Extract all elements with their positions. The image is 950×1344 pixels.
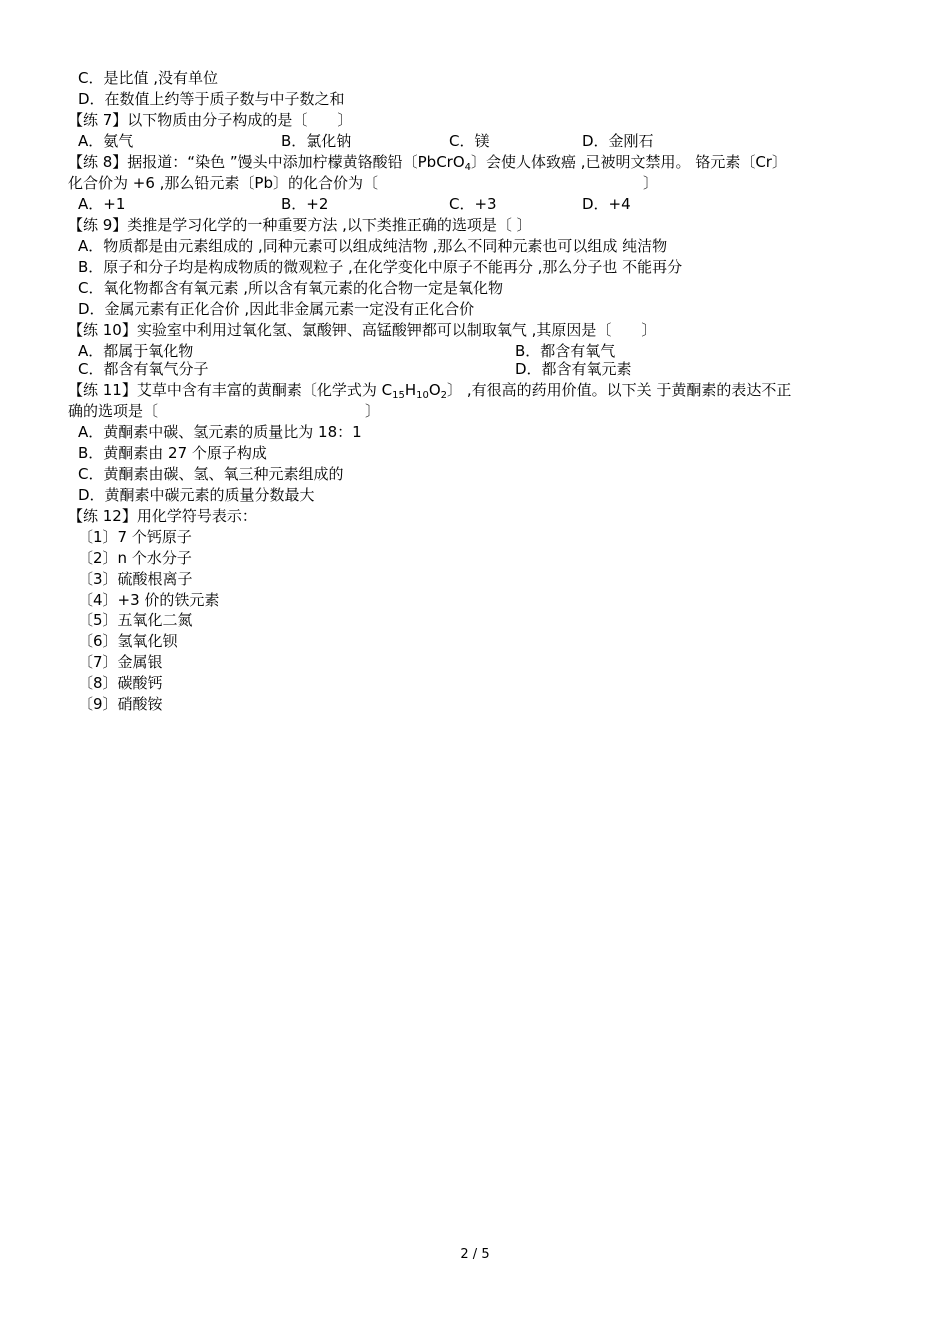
q12-item-6: 〔6〕氢氧化钡	[78, 632, 178, 650]
q7-option-a: A．氨气	[78, 132, 134, 150]
q12-item-8: 〔8〕碳酸钙	[78, 674, 163, 692]
page-number: 2 / 5	[460, 1247, 490, 1262]
option-d-line: D．在数值上约等于质子数与中子数之和	[78, 90, 345, 108]
q11-subscript-o: 2	[440, 390, 448, 401]
q9-option-c: C．氧化物都含有氧元素 ,所以含有氧元素的化合物一定是氧化物	[78, 279, 504, 297]
q7-option-b: B．氯化钠	[281, 132, 352, 150]
q11-option-c: C．黄酮素由碳、氢、氧三种元素组成的	[78, 465, 344, 483]
q12-item-3: 〔3〕硫酸根离子	[78, 570, 193, 588]
q8-text-b: 〕会使人体致癌 ,已被明文禁用。 铬元素〔Cr〕	[471, 153, 787, 171]
question-12: 【练 12】用化学符号表示：	[68, 507, 257, 525]
question-9: 【练 9】类推是学习化学的一种重要方法 ,以下类推正确的选项是〔 〕	[68, 216, 532, 234]
q8-option-a: A．+1	[78, 195, 126, 213]
q12-item-9: 〔9〕硝酸铵	[78, 695, 163, 713]
question-8-line-2: 化合价为 +6 ,那么铅元素〔Pb〕的化合价为〔	[68, 174, 378, 192]
q12-item-5: 〔5〕五氧化二氮	[78, 611, 193, 629]
question-11-line-1	[68, 380, 791, 400]
q8-option-d: D．+4	[582, 195, 631, 213]
question-11-line-2: 确的选项是〔	[68, 402, 159, 420]
q8-subscript: 4	[464, 162, 472, 173]
q12-item-7: 〔7〕金属银	[78, 653, 163, 671]
q9-option-a: A．物质都是由元素组成的 ,同种元素可以组成纯洁物 ,那么不同种元素也可以组成 纯洁物	[78, 237, 668, 255]
q7-option-c: C．镁	[449, 132, 490, 150]
q9-option-d: D．金属元素有正化合价 ,因此非金属元素一定没有正化合价	[78, 300, 475, 318]
question-8-line-1	[68, 152, 787, 172]
q10-option-a: A．都属于氧化物	[78, 342, 194, 360]
q10-option-d: D．都含有氧元素	[515, 360, 632, 378]
q11-option-b: B．黄酮素由 27 个原子构成	[78, 444, 267, 462]
q9-option-b: B．原子和分子均是构成物质的微观粒子 ,在化学变化中原子不能再分 ,那么分子也 不能再分	[78, 258, 683, 276]
q7-option-d: D．金刚石	[582, 132, 654, 150]
question-7: 【练 7】以下物质由分子构成的是〔 〕	[68, 111, 353, 129]
q8-option-b: B．+2	[281, 195, 329, 213]
q10-option-b: B．都含有氧气	[515, 342, 616, 360]
q12-item-2: 〔2〕n 个水分子	[78, 549, 192, 567]
q11-option-d: D．黄酮素中碳元素的质量分数最大	[78, 486, 315, 504]
q11-text-a: 【练 11】艾草中含有丰富的黄酮素〔化学式为 C	[68, 381, 393, 399]
option-c-line: C．是比值 ,没有单位	[78, 69, 219, 87]
q12-item-1: 〔1〕7 个钙原子	[78, 528, 192, 546]
q8-text-a: 【练 8】据报道：“染色 ”馒头中添加柠檬黄铬酸铅〔PbCrO	[68, 153, 465, 171]
question-10: 【练 10】实验室中利用过氧化氢、氯酸钾、高锰酸钾都可以制取氧气 ,其原因是〔 〕	[68, 321, 657, 339]
q8-option-c: C．+3	[449, 195, 497, 213]
q11-bracket-close: 〕	[365, 402, 381, 420]
q11-option-a: A．黄酮素中碳、氢元素的质量比为 18：1	[78, 423, 362, 441]
q11-text-o: O	[428, 381, 441, 399]
q11-text-b: 〕 ,有很高的药用价值。以下关 于黄酮素的表达不正	[447, 381, 792, 399]
q10-option-c: C．都含有氧气分子	[78, 360, 209, 378]
q11-text-h: H	[404, 381, 417, 399]
q11-subscript-c: 15	[392, 390, 405, 401]
q11-subscript-h: 10	[416, 390, 429, 401]
q12-item-4: 〔4〕+3 价的铁元素	[78, 591, 220, 609]
q8-bracket-close: 〕	[643, 174, 659, 192]
